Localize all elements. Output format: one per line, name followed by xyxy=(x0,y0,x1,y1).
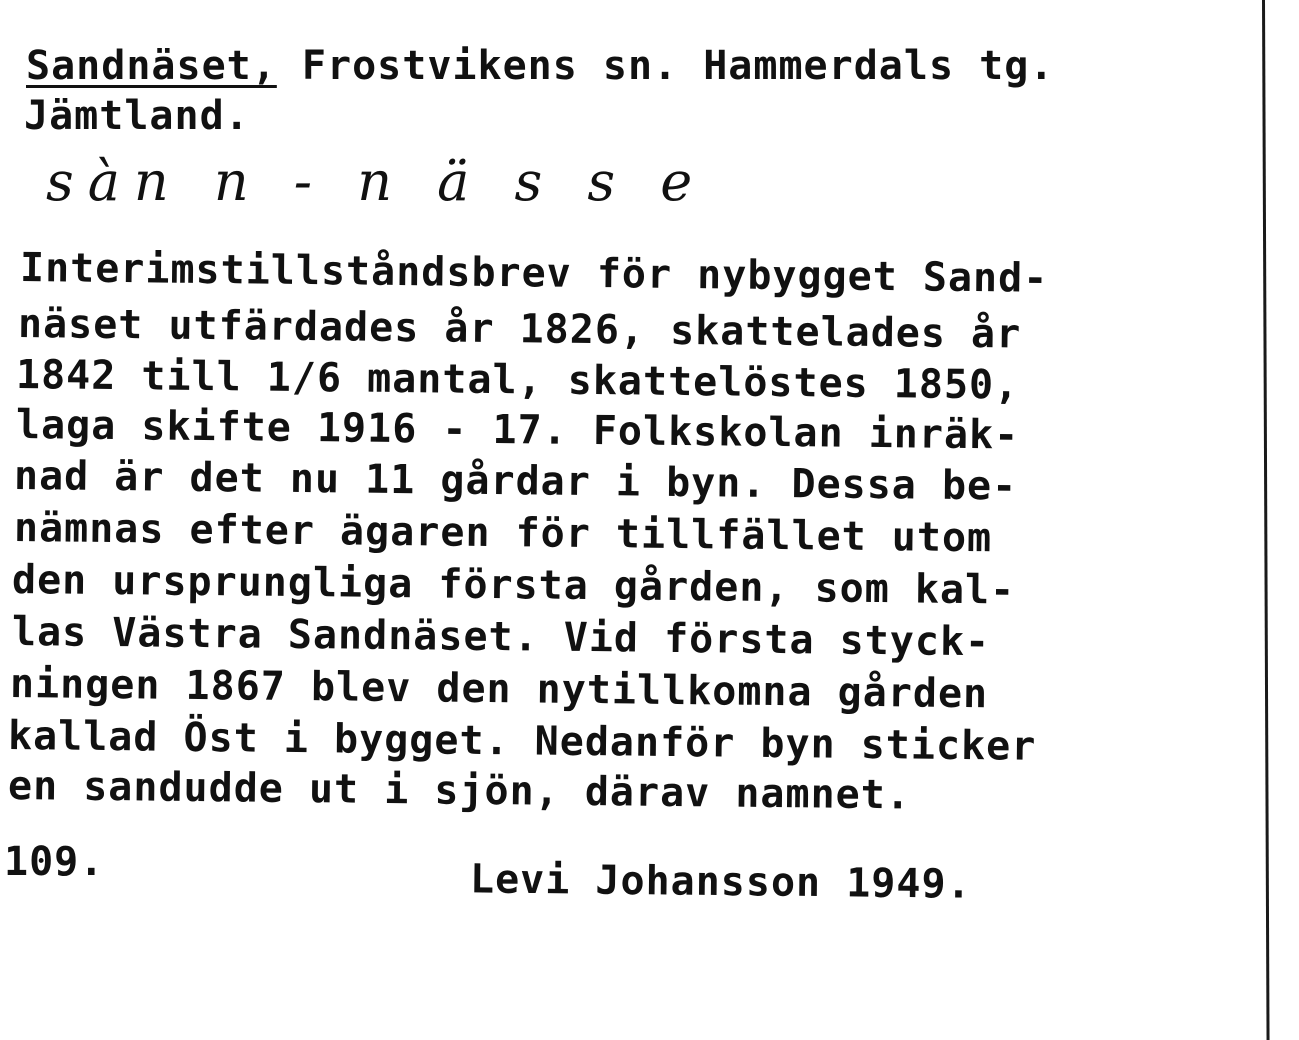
body-line: las Västra Sandnäset. Vid första styck- xyxy=(11,609,991,666)
county-name: Jämtland. xyxy=(24,93,250,139)
body-line: ningen 1867 blev den nytillkomna gården xyxy=(9,661,989,718)
place-name: Sandnäset, xyxy=(26,43,277,89)
body-line: nämnas efter ägaren för tillfället utom xyxy=(13,505,993,562)
body-line: näset utfärdades år 1826, skattelades år xyxy=(17,301,1022,358)
body-line: 1842 till 1/6 mantal, skattelöstes 1850, xyxy=(15,352,1020,409)
handwritten-pronunciation: sàn n - n ä s s e xyxy=(46,150,707,213)
card-edge-line xyxy=(1262,0,1270,1040)
body-line: Interimstillståndsbrev för nybygget Sand- xyxy=(19,245,1049,302)
body-line: den ursprungliga första gården, som kal- xyxy=(11,557,1016,614)
body-line: en sandudde ut i sjön, därav namnet. xyxy=(7,763,912,819)
card-number: 109. xyxy=(4,839,105,885)
body-line: kallad Öst i bygget. Nedanför byn sticker xyxy=(7,713,1037,770)
card-heading xyxy=(26,43,1055,89)
body-line: laga skifte 1916 - 17. Folkskolan inräk- xyxy=(15,402,1020,459)
heading-parish-district: Frostvikens sn. Hammerdals tg. xyxy=(276,43,1055,89)
signature: Levi Johansson 1949. xyxy=(469,856,972,908)
body-line: nad är det nu 11 gårdar i byn. Dessa be- xyxy=(13,453,1018,510)
